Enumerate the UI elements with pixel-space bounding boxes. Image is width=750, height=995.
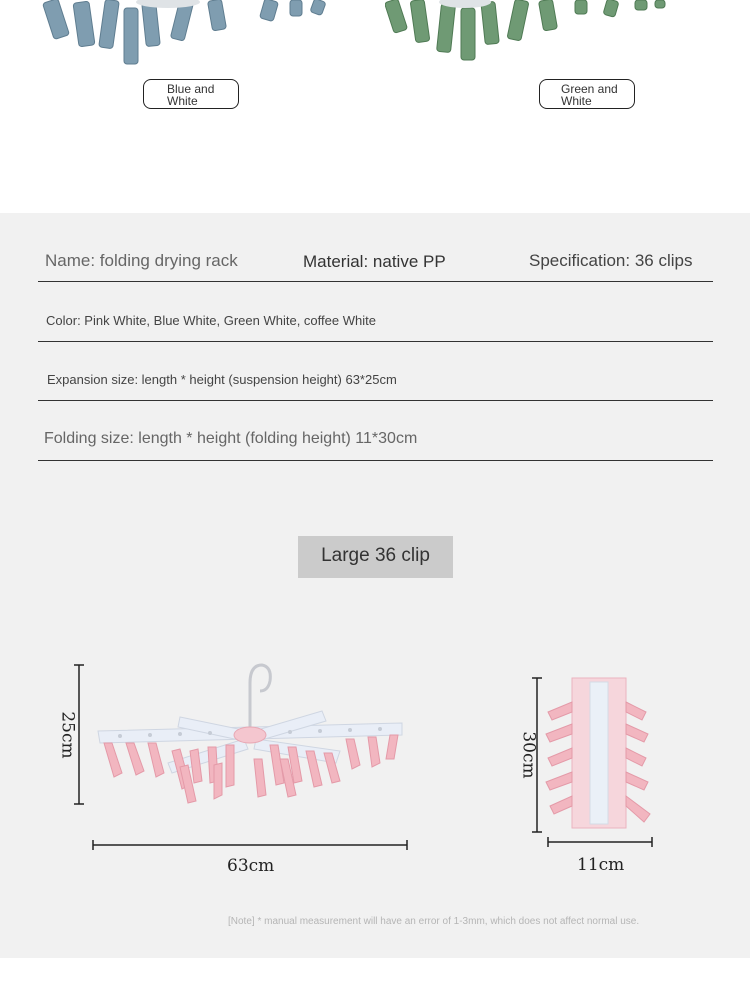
length-dimension-line: [92, 840, 408, 852]
expanded-length-label: 63cm: [227, 856, 275, 876]
divider: [38, 281, 713, 282]
divider: [38, 341, 713, 342]
folded-rack-diagram: [530, 672, 665, 847]
variant-section: [0, 0, 750, 213]
green-white-label: Green and White: [539, 79, 635, 109]
blue-white-label: Blue and White: [143, 79, 239, 109]
width-dimension-line: [547, 836, 653, 848]
folded-width-label: 11cm: [577, 855, 625, 875]
spec-name: Name: folding drying rack: [45, 251, 238, 270]
spec-expansion-size: Expansion size: length * height (suspension height) 63*25cm: [47, 372, 397, 387]
green-white-hanger-image: [385, 0, 685, 70]
spec-color: Color: Pink White, Blue White, Green White, coffee White: [46, 313, 376, 328]
expanded-height-label: 25cm: [57, 711, 78, 759]
blue-white-hanger-image: [40, 0, 340, 70]
pink-clips: [104, 735, 398, 803]
expanded-rack-diagram: [40, 655, 430, 830]
divider: [38, 400, 713, 401]
spec-specification: Specification: 36 clips: [529, 251, 693, 270]
size-option-button: Large 36 clip: [298, 536, 453, 578]
measurement-note: [Note] * manual measurement will have an error of 1-3mm, which does not affect normal use.: [228, 916, 640, 927]
folded-height-label: 30cm: [518, 731, 539, 779]
divider: [38, 460, 713, 461]
spec-folding-size: Folding size: length * height (folding height) 11*30cm: [44, 430, 418, 447]
hanger-hook: [250, 665, 270, 733]
spec-material: Material: native PP: [303, 252, 446, 271]
